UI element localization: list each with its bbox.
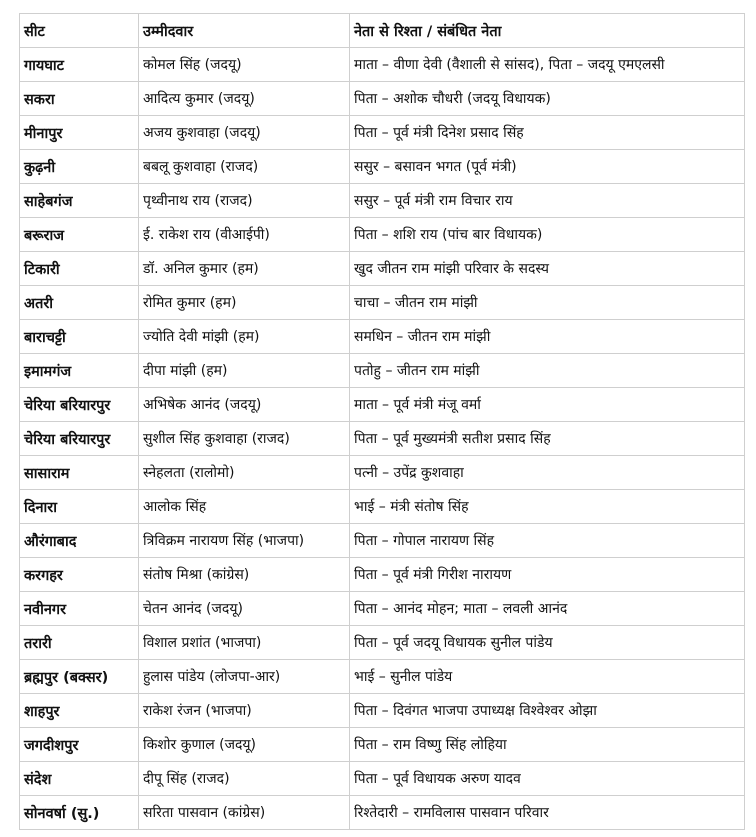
candidate-cell: दीपू सिंह (राजद) — [139, 762, 350, 796]
relation-cell: पिता – पूर्व जदयू विधायक सुनील पांडेय — [350, 626, 745, 660]
relation-cell: खुद जीतन राम मांझी परिवार के सदस्य — [350, 252, 745, 286]
candidate-cell: सुशील सिंह कुशवाहा (राजद) — [139, 422, 350, 456]
seat-cell: अतरी — [20, 286, 139, 320]
table-row — [20, 558, 745, 592]
relation-cell: भाई – सुनील पांडेय — [350, 660, 745, 694]
seat-cell: सकरा — [20, 82, 139, 116]
seat-cell: चेरिया बरियारपुर — [20, 388, 139, 422]
candidate-cell: कोमल सिंह (जदयू) — [139, 48, 350, 82]
seat-cell: औरंगाबाद — [20, 524, 139, 558]
table-row — [20, 490, 745, 524]
relation-cell: चाचा – जीतन राम मांझी — [350, 286, 745, 320]
relation-cell: समधिन – जीतन राम मांझी — [350, 320, 745, 354]
table-row — [20, 524, 745, 558]
table-row — [20, 626, 745, 660]
table-row — [20, 252, 745, 286]
table-row — [20, 694, 745, 728]
candidate-cell: किशोर कुणाल (जदयू) — [139, 728, 350, 762]
table-row — [20, 218, 745, 252]
candidate-cell: संतोष मिश्रा (कांग्रेस) — [139, 558, 350, 592]
relation-cell: पिता – पूर्व विधायक अरुण यादव — [350, 762, 745, 796]
relation-cell: रिश्तेदारी – रामविलास पासवान परिवार — [350, 796, 745, 830]
table-row — [20, 286, 745, 320]
candidate-cell: ई. राकेश राय (वीआईपी) — [139, 218, 350, 252]
table-row — [20, 660, 745, 694]
candidate-cell: आलोक सिंह — [139, 490, 350, 524]
candidates-table — [19, 13, 745, 830]
table-row — [20, 184, 745, 218]
relation-cell: पिता – पूर्व मंत्री दिनेश प्रसाद सिंह — [350, 116, 745, 150]
table-row — [20, 592, 745, 626]
seat-cell: सासाराम — [20, 456, 139, 490]
seat-cell: साहेबगंज — [20, 184, 139, 218]
seat-cell: तरारी — [20, 626, 139, 660]
candidate-cell: रोमित कुमार (हम) — [139, 286, 350, 320]
relation-cell: पिता – आनंद मोहन; माता – लवली आनंद — [350, 592, 745, 626]
relation-cell: ससुर – बसावन भगत (पूर्व मंत्री) — [350, 150, 745, 184]
seat-cell: बरूराज — [20, 218, 139, 252]
relation-cell: पत्नी – उपेंद्र कुशवाहा — [350, 456, 745, 490]
seat-cell: शाहपुर — [20, 694, 139, 728]
candidate-cell: स्नेहलता (रालोमो) — [139, 456, 350, 490]
seat-cell: नवीनगर — [20, 592, 139, 626]
seat-cell: सोनवर्षा (सु.) — [20, 796, 139, 830]
candidate-cell: पृथ्वीनाथ राय (राजद) — [139, 184, 350, 218]
relation-cell: पिता – गोपाल नारायण सिंह — [350, 524, 745, 558]
seat-cell: संदेश — [20, 762, 139, 796]
header-relation: नेता से रिश्ता / संबंधित नेता — [350, 14, 745, 48]
table-row — [20, 728, 745, 762]
relation-cell: पतोहु – जीतन राम मांझी — [350, 354, 745, 388]
candidate-cell: विशाल प्रशांत (भाजपा) — [139, 626, 350, 660]
relation-cell: पिता – राम विष्णु सिंह लोहिया — [350, 728, 745, 762]
candidate-cell: त्रिविक्रम नारायण सिंह (भाजपा) — [139, 524, 350, 558]
header-candidate: उम्मीदवार — [139, 14, 350, 48]
relation-cell: पिता – पूर्व मंत्री गिरीश नारायण — [350, 558, 745, 592]
table-row — [20, 456, 745, 490]
candidate-cell: आदित्य कुमार (जदयू) — [139, 82, 350, 116]
candidate-cell: ज्योति देवी मांझी (हम) — [139, 320, 350, 354]
candidate-cell: अभिषेक आनंद (जदयू) — [139, 388, 350, 422]
candidate-cell: हुलास पांडेय (लोजपा-आर) — [139, 660, 350, 694]
candidate-cell: डॉ. अनिल कुमार (हम) — [139, 252, 350, 286]
relation-cell: भाई – मंत्री संतोष सिंह — [350, 490, 745, 524]
table-row — [20, 422, 745, 456]
relation-cell: पिता – अशोक चौधरी (जदयू विधायक) — [350, 82, 745, 116]
table-row — [20, 82, 745, 116]
relation-cell: माता – पूर्व मंत्री मंजू वर्मा — [350, 388, 745, 422]
table-row — [20, 388, 745, 422]
candidate-cell: सरिता पासवान (कांग्रेस) — [139, 796, 350, 830]
header-seat: सीट — [20, 14, 139, 48]
table-row — [20, 762, 745, 796]
candidate-cell: अजय कुशवाहा (जदयू) — [139, 116, 350, 150]
relation-cell: ससुर – पूर्व मंत्री राम विचार राय — [350, 184, 745, 218]
seat-cell: चेरिया बरियारपुर — [20, 422, 139, 456]
candidate-cell: दीपा मांझी (हम) — [139, 354, 350, 388]
seat-cell: मीनापुर — [20, 116, 139, 150]
table-row — [20, 116, 745, 150]
seat-cell: बाराचट्टी — [20, 320, 139, 354]
seat-cell: करगहर — [20, 558, 139, 592]
candidate-cell: राकेश रंजन (भाजपा) — [139, 694, 350, 728]
seat-cell: ब्रह्मपुर (बक्सर) — [20, 660, 139, 694]
candidate-cell: बबलू कुशवाहा (राजद) — [139, 150, 350, 184]
relation-cell: पिता – पूर्व मुख्यमंत्री सतीश प्रसाद सिंह — [350, 422, 745, 456]
seat-cell: जगदीशपुर — [20, 728, 139, 762]
table-row — [20, 48, 745, 82]
table-row — [20, 354, 745, 388]
seat-cell: कुढ़नी — [20, 150, 139, 184]
seat-cell: इमामगंज — [20, 354, 139, 388]
table-body — [20, 48, 745, 830]
seat-cell: गायघाट — [20, 48, 139, 82]
table-row — [20, 796, 745, 830]
candidate-cell: चेतन आनंद (जदयू) — [139, 592, 350, 626]
seat-cell: टिकारी — [20, 252, 139, 286]
relation-cell: पिता – दिवंगत भाजपा उपाध्यक्ष विश्वेश्वर ओझा — [350, 694, 745, 728]
table-row — [20, 150, 745, 184]
header-row — [20, 14, 745, 48]
relation-cell: पिता – शशि राय (पांच बार विधायक) — [350, 218, 745, 252]
table-row — [20, 320, 745, 354]
relation-cell: माता – वीणा देवी (वैशाली से सांसद), पिता – जदयू एमएलसी — [350, 48, 745, 82]
seat-cell: दिनारा — [20, 490, 139, 524]
